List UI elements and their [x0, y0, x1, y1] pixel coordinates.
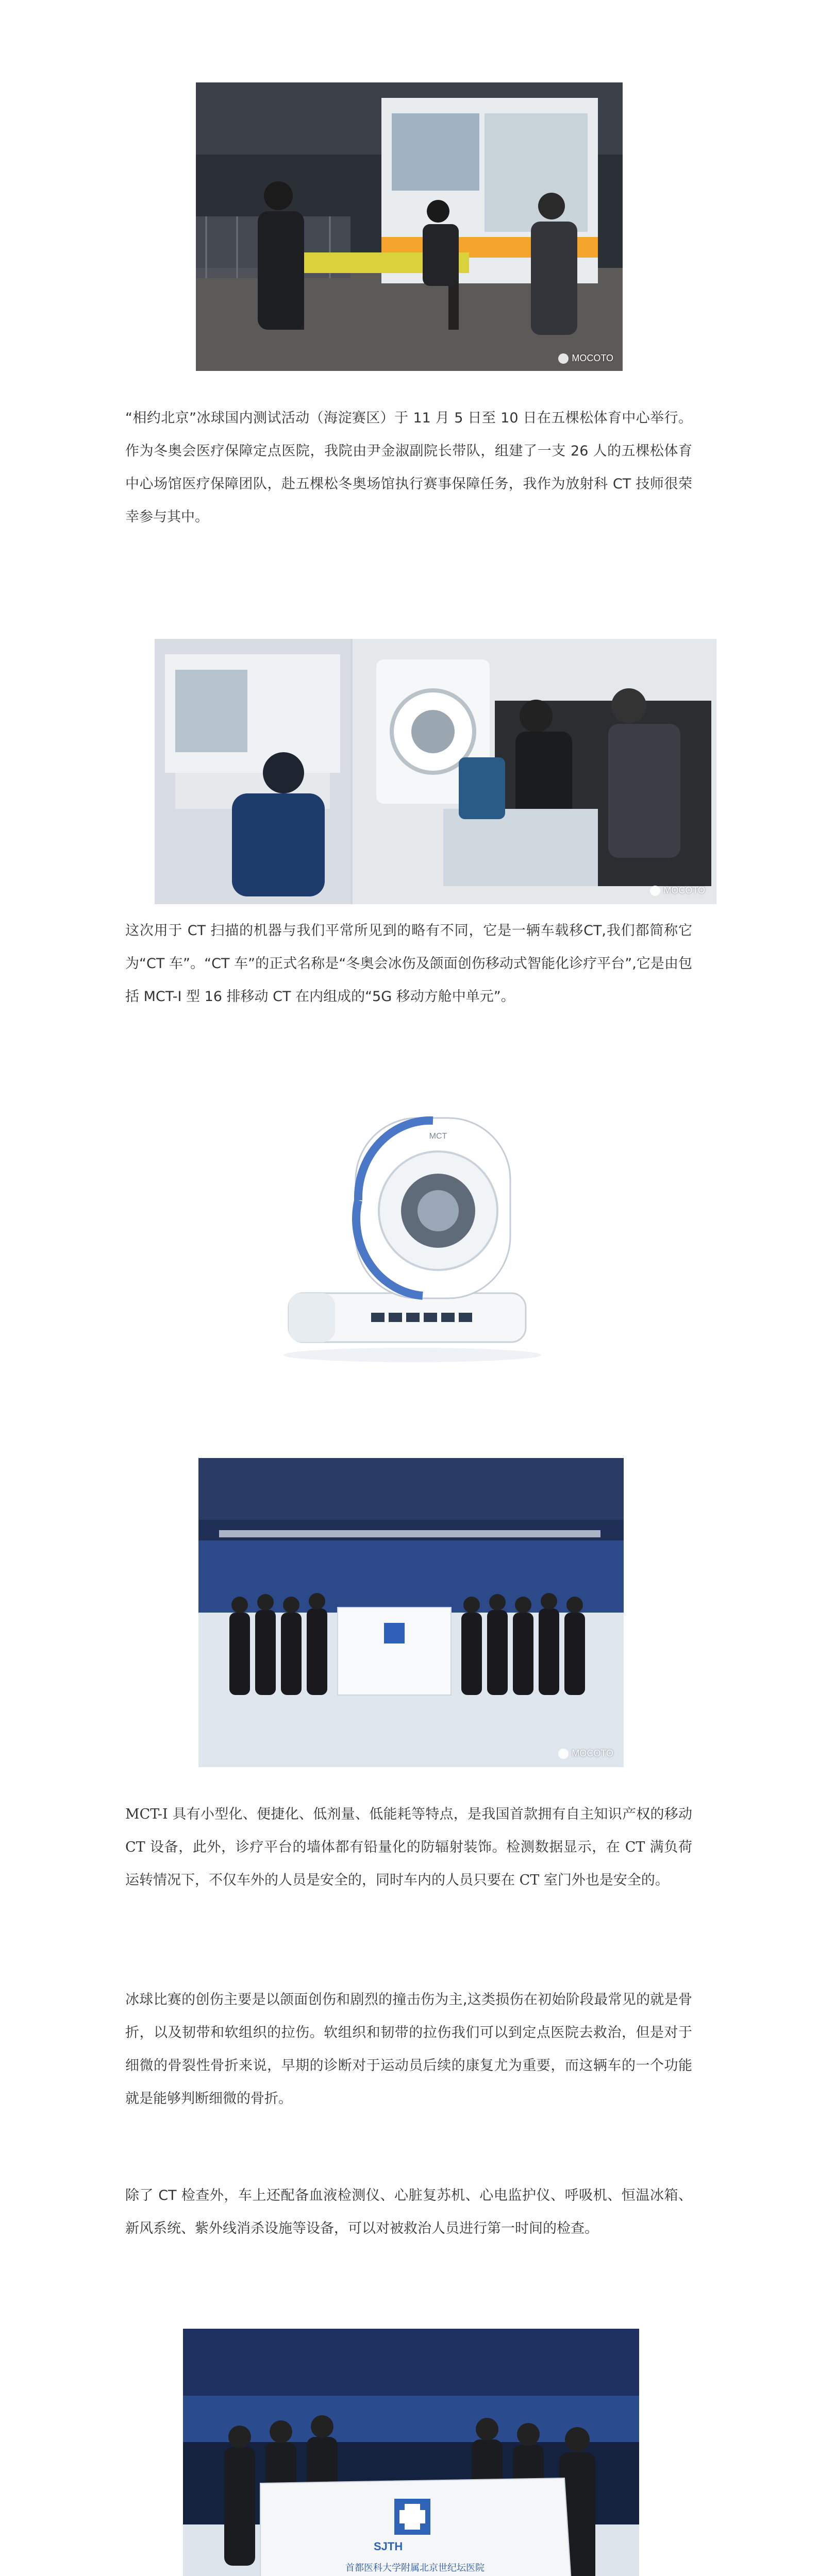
wechat-icon [558, 1749, 569, 1759]
ambulance-scene [196, 82, 623, 371]
watermark: MOCOTO [558, 353, 613, 364]
team-group-photo-arena [198, 1458, 624, 1767]
ice-banner-scene [183, 2329, 639, 2576]
paragraph-1: “相约北京”冰球国内测试活动（海淀赛区）于 11 月 5 日至 10 日在五棵松体育中心举行。作为冬奥会医疗保障定点医院，我院由尹金淑副院长带队，组建了一支 26 人的五棵松体育中心场馆医疗保障团队，赴五棵松冬奥场馆执行赛事保障任务，我作为放射科 CT 技师很荣幸参与其中。 [125, 410, 692, 525]
wechat-icon [558, 353, 569, 364]
paragraph-2: 这次用于 CT 扫描的机器与我们平常所见到的略有不同，它是一辆车载移CT,我们都简称它为“CT 车”。“CT 车”的正式名称是“冬奥会冰伤及颌面创伤移动式智能化诊疗平台”,它是由包括 MCT-I 型 16 排移动 CT 在内组成的“5G 移动方舱中单元”。 [125, 923, 692, 1005]
watermark: MOCOTO [558, 1748, 613, 1759]
ct-device-illustration [268, 1097, 557, 1370]
banner-logo-text: SJTH [374, 2540, 403, 2553]
device-label: MCT [429, 1132, 447, 1141]
team-banner-photo-ice [183, 2329, 639, 2576]
paragraph-5: 除了 CT 检查外，车上还配备血液检测仪、心脏复苏机、心电监护仪、呼吸机、恒温冰箱、新风系统、紫外线消杀设施等设备，可以对被救治人员进行第一时间的检查。 [125, 2188, 692, 2236]
paragraph-3: MCT-I 具有小型化、便捷化、低剂量、低能耗等特点，是我国首款拥有自主知识产权的移动 CT 设备，此外，诊疗平台的墙体都有铅量化的防辐射装饰。检测数据显示，在 CT 满负荷运转情况下，不仅车外的人员是安全的，同时车内的人员只要在 CT 室门外也是安全的。 [125, 1806, 692, 1888]
ct-interior-scene [155, 639, 716, 904]
ct-vehicle-interior-photos [155, 639, 716, 904]
paragraph-4: 冰球比赛的创伤主要是以颌面创伤和剧烈的撞击伤为主,这类损伤在初始阶段最常见的就是骨折，以及韧带和软组织的拉伤。软组织和韧带的拉伤我们可以到定点医院去救治，但是对于细微的骨裂性骨折来说，早期的诊断对于运动员后续的康复尤为重要，而这辆车的一个功能就是能够判断细微的骨折。 [125, 1992, 692, 2107]
ambulance-transfer-photo [196, 82, 623, 371]
watermark: MOCOTO [650, 885, 705, 896]
mobile-ct-device-image [268, 1097, 557, 1370]
wechat-icon [650, 886, 660, 896]
arena-scene [198, 1458, 624, 1767]
banner-hospital-name: 首都医科大学附属北京世纪坛医院 [345, 2563, 485, 2573]
